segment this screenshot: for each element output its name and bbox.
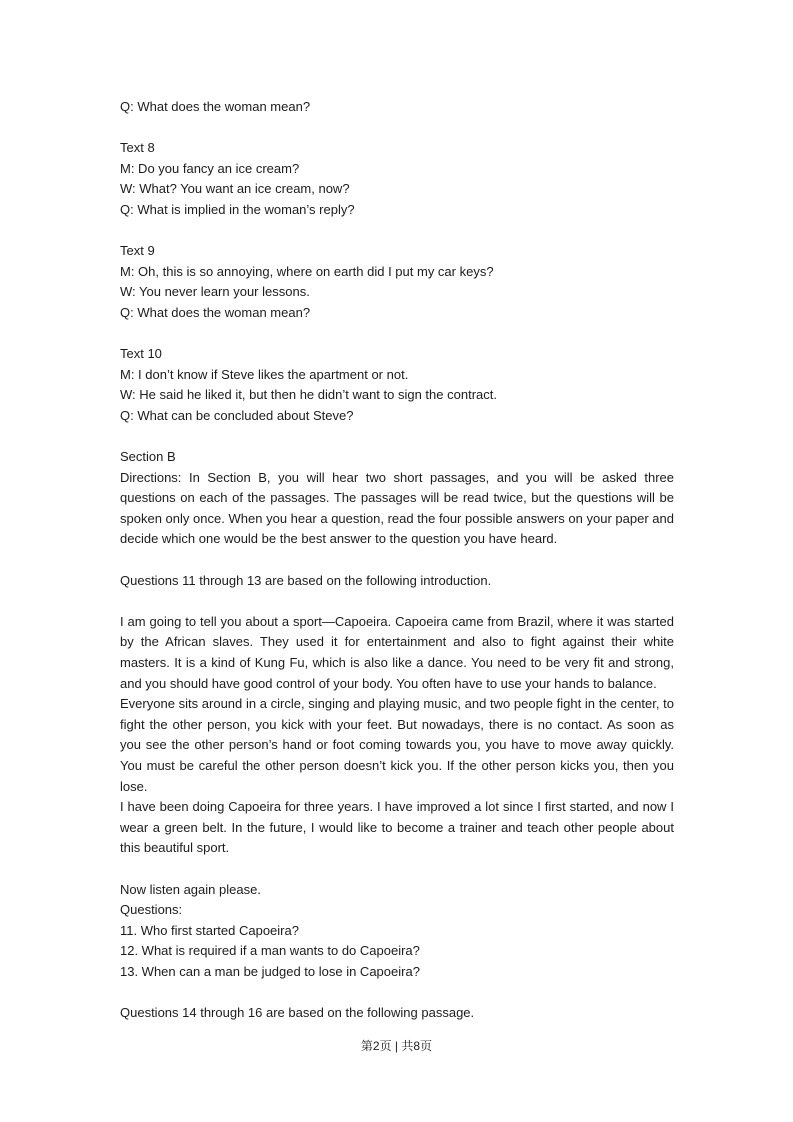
blank-line	[120, 859, 674, 880]
blank-line	[120, 118, 674, 139]
blank-line	[120, 550, 674, 571]
text-line: Q: What can be concluded about Steve?	[120, 407, 354, 423]
document-body	[120, 97, 674, 1024]
blank-line	[120, 983, 674, 1004]
text-line: Section B	[120, 449, 176, 465]
text-line: W: He said he liked it, but then he didn’t want to sign the contract.	[120, 387, 497, 403]
page-footer	[0, 1038, 793, 1054]
paragraph: Everyone sits around in a circle, singing and playing music, and two people fight in the center, to fight the other person, you kick with your feet. But nowadays, there is no contact. As soon as you see the other person’s hand or foot coming towards you, you have to move away quickly. You must be careful the other person doesn’t kick you. If the other person kicks you, then you lose.	[120, 696, 674, 794]
blank-line	[120, 221, 674, 242]
blank-line	[120, 324, 674, 345]
blank-line	[120, 591, 674, 612]
text-line: Text 9	[120, 243, 155, 259]
text-line: W: You never learn your lessons.	[120, 284, 310, 300]
text-line: Questions:	[120, 902, 183, 918]
text-line: Now listen again please.	[120, 881, 261, 897]
page-number-indicator: 第2页 | 共8页	[360, 1039, 433, 1053]
text-line: M: I don’t know if Steve likes the apartment or not.	[120, 366, 409, 382]
text-line: Text 8	[120, 140, 155, 156]
paragraph: Directions: In Section B, you will hear two short passages, and you will be asked three questions on each of the passages. The passages will be read twice, but the questions will be spoken only once. When you hear a question, read the four possible answers on your paper and decide which one would be the best answer to the question you have heard.	[120, 469, 674, 547]
text-line: 13. When can a man be judged to lose in Capoeira?	[120, 963, 420, 979]
text-line: Q: What does the woman mean?	[120, 99, 311, 114]
paragraph: I am going to tell you about a sport—Capoeira. Capoeira came from Brazil, where it was started by the African slaves. They used it for entertainment and also to fight against their white masters. It is a kind of Kung Fu, which is also like a dance. You need to be very fit and strong, and you should have good control of your body. You often have to use your hands to balance.	[120, 613, 674, 691]
text-line: Questions 14 through 16 are based on the following passage.	[120, 1005, 475, 1021]
text-line: Q: What is implied in the woman’s reply?	[120, 201, 355, 217]
text-line: M: Do you fancy an ice cream?	[120, 160, 300, 176]
blank-line	[120, 427, 674, 448]
text-line: 11. Who first started Capoeira?	[120, 922, 299, 938]
text-line: 12. What is required if a man wants to do Capoeira?	[120, 943, 420, 959]
text-line: Q: What does the woman mean?	[120, 304, 311, 320]
text-line: Text 10	[120, 346, 162, 362]
text-line: Questions 11 through 13 are based on the following introduction.	[120, 572, 492, 588]
text-line: M: Oh, this is so annoying, where on earth did I put my car keys?	[120, 263, 494, 279]
paragraph: I have been doing Capoeira for three years. I have improved a lot since I first started, and now I wear a green belt. In the future, I would like to become a trainer and teach other people about this beautiful sport.	[120, 799, 674, 856]
text-line: W: What? You want an ice cream, now?	[120, 181, 350, 197]
